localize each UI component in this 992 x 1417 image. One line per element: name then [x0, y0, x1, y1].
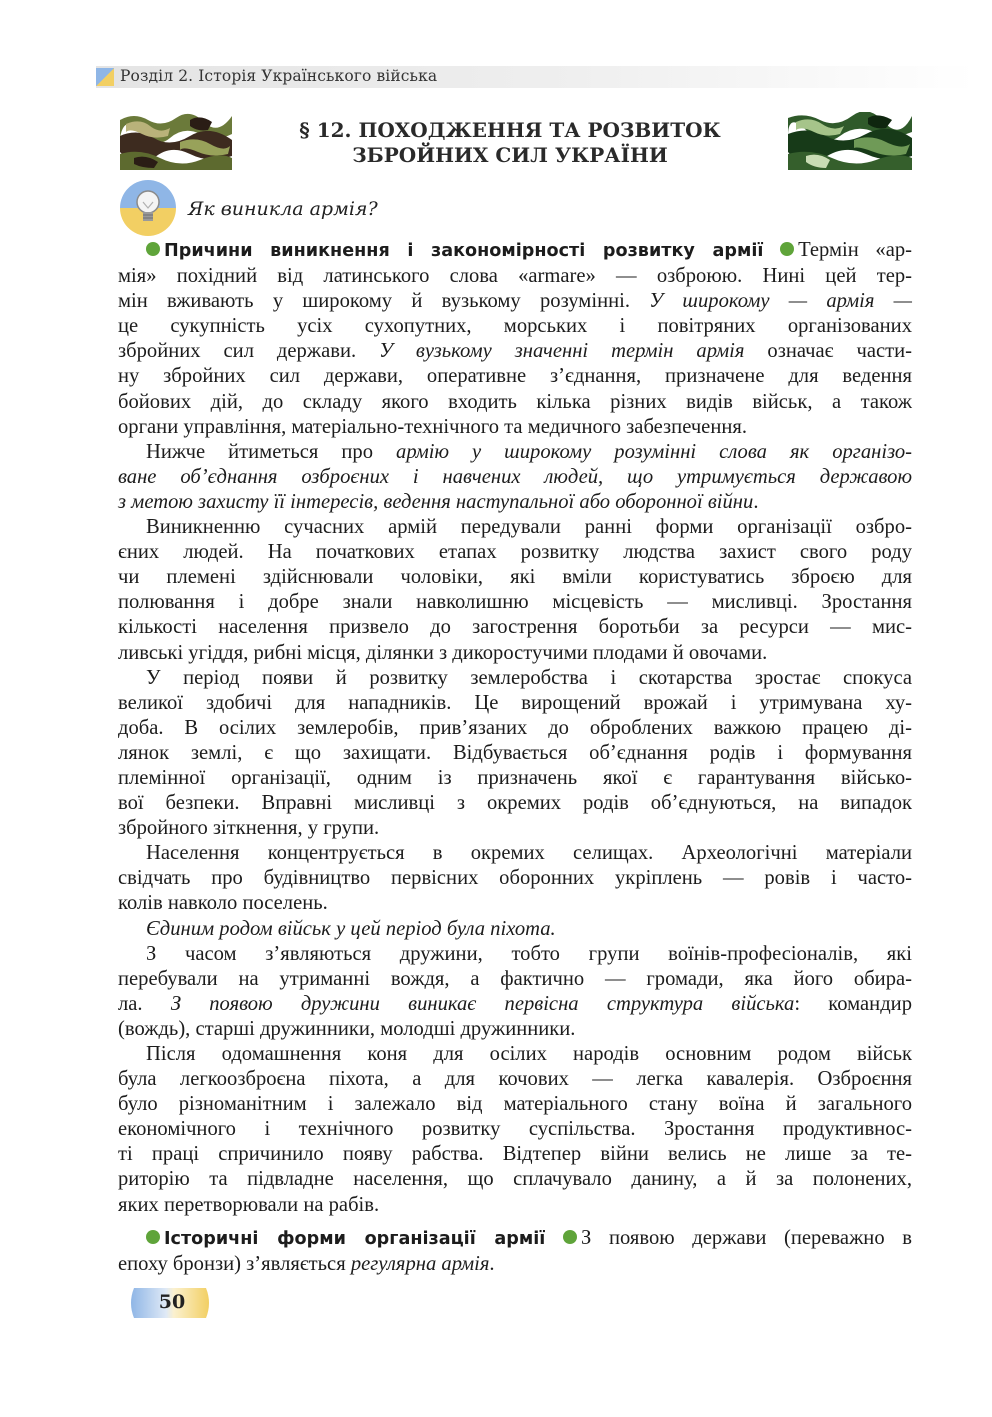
- paragraph-causes: [118, 238, 912, 440]
- green-bullet-icon: [780, 242, 794, 256]
- chapter-title-line-1: § 12. ПОХОДЖЕННЯ ТА РОЗВИТОК: [299, 118, 721, 142]
- text-line: єних людей. На початкових етапах розвитку людства захист свого роду: [118, 541, 912, 564]
- text-line: чи племені здійснювали чоловіки, які вміли користуватись зброєю для: [118, 566, 912, 589]
- text-line: органи управління, матеріально-технічного та медичного забезпечення.: [118, 415, 747, 438]
- text-line: свідчать про будівництво первісних оборонних укріплень — ровів і часто-: [118, 867, 912, 890]
- section-heading-causes: Причини виникнення і закономірності розвитку армії: [164, 241, 764, 261]
- text-line: вої безпеки. Вправні мисливці з окремих родів об’єднуються, на випадок: [118, 792, 912, 815]
- text-line: (вождь), старші дружинники, молодші дружинники.: [118, 1017, 576, 1040]
- lightbulb-icon: [118, 178, 178, 238]
- text-line: перебували на утриманні вождя, а фактично — громади, яка його обира-: [118, 967, 912, 990]
- text-line: Єдиним родом військ у цей період була піхота.: [146, 917, 556, 940]
- running-header-text: Розділ 2. Історія Українського війська: [120, 67, 438, 85]
- text-line: Нижче йтиметься про армію у широкому розумінні слова як організо-: [146, 440, 912, 463]
- paragraph-historical-forms: [118, 1226, 912, 1277]
- camouflage-left-image: [120, 112, 232, 170]
- text-line: Виникненню сучасних армій передували ранні форми організації озбро-: [146, 516, 912, 539]
- green-bullet-icon: [563, 1230, 577, 1244]
- text-line: Причини виникнення і закономірності розвитку армії Термін «ар-: [118, 238, 912, 264]
- text-line: риторію та підвладне населення, що сплачувало данину, а й за полонених,: [118, 1168, 912, 1191]
- text-line: було різноманітним і залежало від матеріального стану воїна й загального: [118, 1093, 912, 1116]
- text-line: економічного і технічного розвитку суспільства. Зростання продуктивнос-: [118, 1118, 912, 1141]
- paragraph-horse: [118, 1042, 912, 1218]
- flag-corner-icon: [96, 68, 114, 86]
- text-line: ване об’єднання озброєних і навчених людей, що утримується державою: [118, 465, 912, 488]
- text-line: бойових дій, до складу якого входить кілька різних видів військ, а також: [118, 390, 912, 413]
- paragraph-druzhyna: [118, 942, 912, 1042]
- paragraph-early-forms: [118, 515, 912, 666]
- chapter-title: [250, 118, 770, 168]
- text-line: з метою захисту її інтересів, ведення наступальної або оборонної війни.: [118, 490, 759, 513]
- text-line: мін вживають у широкому й вузькому розумінні. У широкому — армія —: [118, 290, 912, 313]
- text-line: У період появи й розвитку землеробства і скотарства зростає спокуса: [146, 666, 912, 689]
- lesson-question: Як виникла армія?: [188, 198, 378, 220]
- text-line: колів навколо поселень.: [118, 892, 328, 915]
- text-line: ті праці спричинило появу рабства. Відтепер війни велись не лише за те-: [118, 1143, 912, 1166]
- text-line: Історичні форми організації армії З появою держави (переважно в: [118, 1226, 912, 1252]
- text-line: ла. З появою дружини виникає первісна структура війська: командир: [118, 992, 912, 1015]
- text-line: племінної організації, одним із призначень якої є гарантування військо-: [118, 766, 912, 789]
- text-line: З часом з’являються дружини, тобто групи воїнів-професіоналів, які: [146, 942, 912, 965]
- page-number: 50: [158, 1291, 186, 1313]
- text-line: Після одомашнення коня для осілих народів основним родом військ: [146, 1043, 912, 1065]
- chapter-title-line-2: ЗБРОЙНИХ СИЛ УКРАЇНИ: [352, 143, 668, 167]
- text-line: лянок землі, є що захищати. Відбувається об’єднання родів і формування: [118, 741, 912, 764]
- paragraph-settlements: [118, 841, 912, 916]
- text-line: кількості населення призвело до загострення боротьби за ресурси — мис-: [118, 616, 912, 639]
- text-line: мія» похідний від латинського слова «armare» — озброюю. Нині цей тер-: [118, 265, 912, 288]
- paragraph-agriculture: [118, 666, 912, 842]
- paragraph-army-definition: [118, 440, 912, 515]
- green-bullet-icon: [146, 242, 160, 256]
- text-line: це сукупність усіх сухопутних, морських і повітряних організованих: [118, 315, 912, 338]
- text-line: епоху бронзи) з’являється регулярна армія.: [118, 1252, 495, 1275]
- paragraph-infantry: [118, 917, 912, 942]
- text-line: полювання і добре знали навколишню місцевість — мисливці. Зростання: [118, 591, 912, 614]
- camouflage-right-image: [788, 112, 912, 170]
- main-text: [118, 238, 912, 1277]
- text-line: ну збройних сил держави, оперативне з’єднання, призначене для ведення: [118, 365, 912, 388]
- section-heading-historical-forms: Історичні форми організації армії: [164, 1228, 546, 1249]
- text-line: Населення концентрується в окремих селищах. Археологічні матеріали: [146, 842, 912, 865]
- text-line: збройних сил держави. У вузькому значенні термін армія означає части-: [118, 340, 912, 363]
- green-bullet-icon: [146, 1230, 160, 1244]
- text-line: яких перетворювали на рабів.: [118, 1193, 380, 1216]
- text-line: великої здобичі для нападників. Це вирощений врожай і утримувана ху-: [118, 691, 912, 714]
- text-line: була легкоозброєна піхота, а для кочових — легка кавалерія. Озброєння: [118, 1068, 912, 1091]
- text-line: ливські угіддя, рибні місця, ділянки з дикоростучими плодами й овочами.: [118, 641, 768, 664]
- text-line: доба. В осілих землеробів, прив’язаних до оброблених важкою працею ді-: [118, 716, 912, 739]
- text-line: збройного зіткнення, у групи.: [118, 817, 380, 840]
